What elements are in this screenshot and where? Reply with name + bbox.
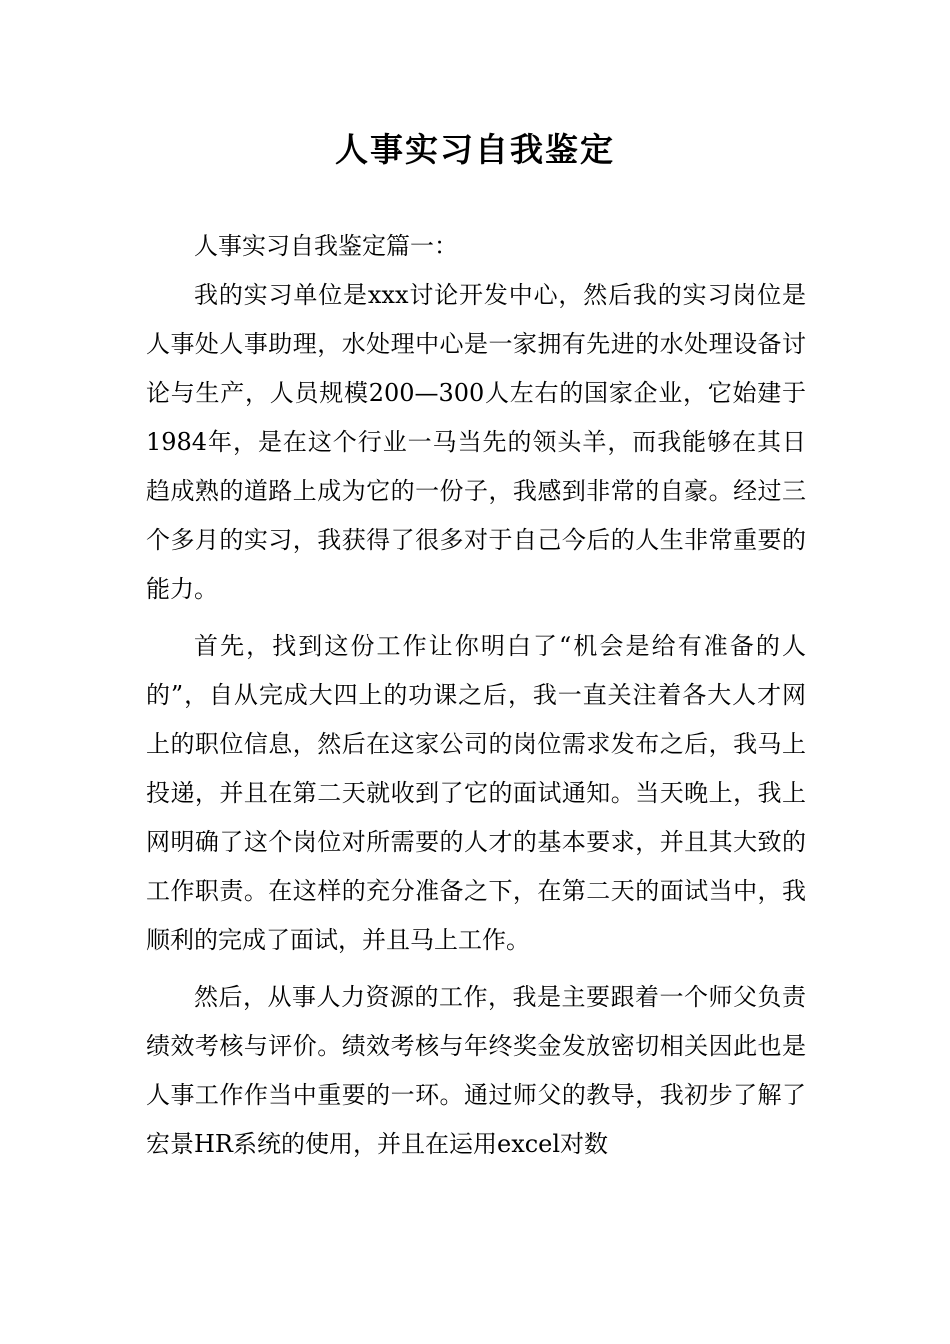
paragraph-intro: 我的实习单位是xxx讨论开发中心，然后我的实习岗位是人事处人事助理，水处理中心是一家拥有先进的水处理设备讨论与生产，人员规模200—300人左右的国家企业，它始建于1984年，是在这个行业一马当先的领头羊，而我能够在其日趋成熟的道路上成为它的一份子，我感到非常的自豪。经过三个多月的实习，我获得了很多对于自己今后的人生非常重要的能力。 [146, 281, 806, 603]
document-body [146, 222, 806, 1169]
section-heading: 人事实习自我鉴定篇一： [194, 232, 458, 260]
paragraph-first: 首先，找到这份工作让你明白了“机会是给有准备的人的”，自从完成大四上的功课之后，我一直关注着各大人才网上的职位信息，然后在这家公司的岗位需求发布之后，我马上投递，并且在第二天就收到了它的面试通知。当天晚上，我上网明确了这个岗位对所需要的人才的基本要求，并且其大致的工作职责。在这样的充分准备之下，在第二天的面试当中，我顺利的完成了面试，并且马上工作。 [146, 632, 806, 954]
paragraph-then: 然后，从事人力资源的工作，我是主要跟着一个师父负责绩效考核与评价。绩效考核与年终奖金发放密切相关因此也是人事工作作当中重要的一环。通过师父的教导，我初步了解了宏景HR系统的使用，并且在运用excel对数 [146, 983, 806, 1158]
document-title: 人事实习自我鉴定 [335, 130, 615, 169]
